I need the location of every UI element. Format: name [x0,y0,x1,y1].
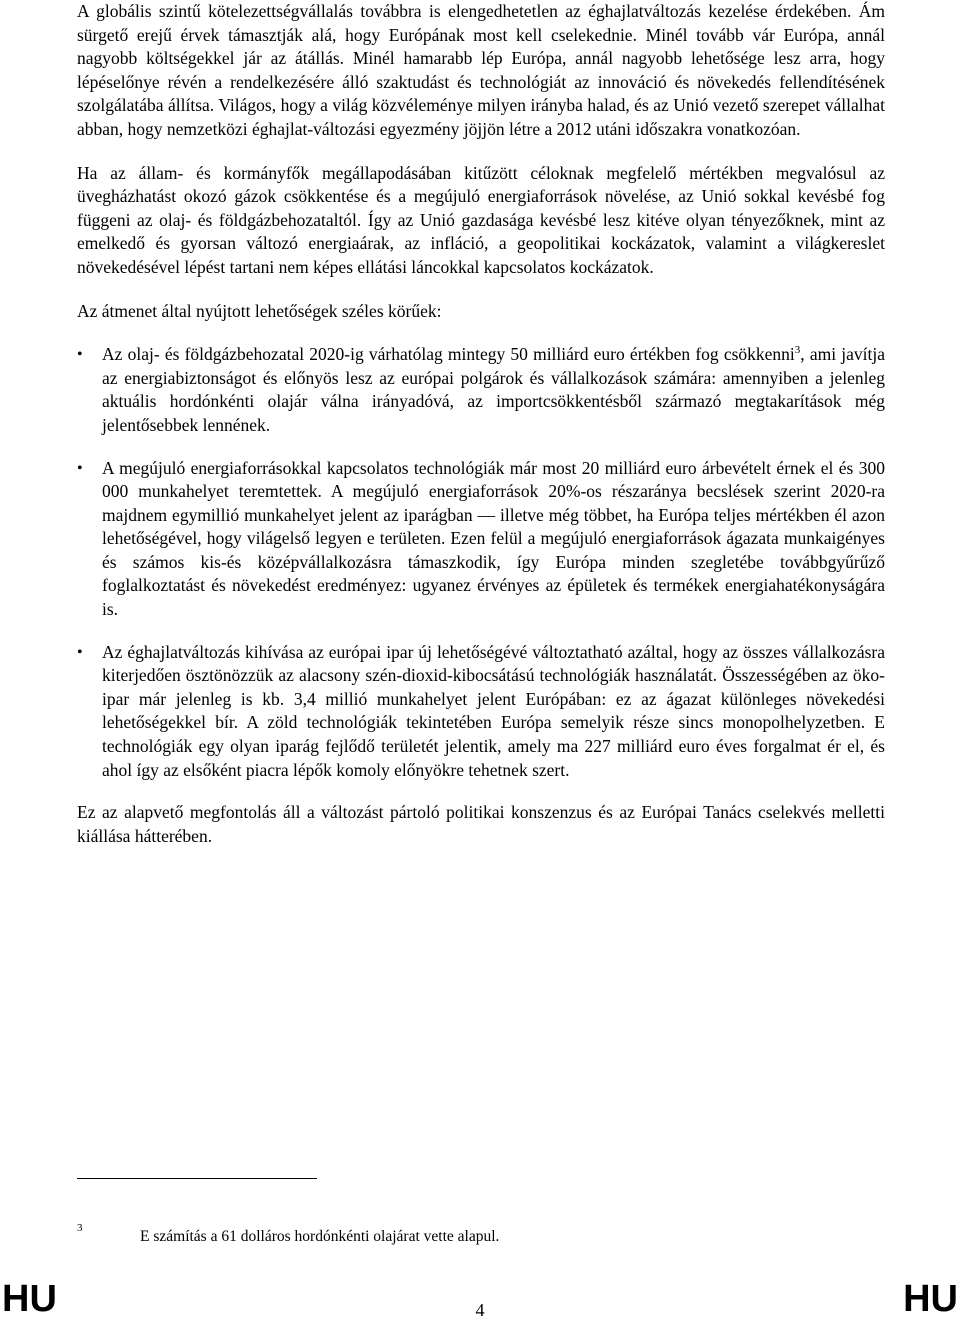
paragraph-energy-dependence: Ha az állam- és kormányfők megállapodásában kitűzött céloknak megfelelő mértékben megvalósul az üvegházhatást okozó gázok csökkentése és a megújuló energiaforrások növelése, az Unió sokkal kevésbé fog függeni az olaj- és földgázbehozataltól. Így az Unió gazdasága kevésbé lesz kitéve olyan tényezőknek, mint az emelkedő és gyorsan változó energiaárak, az infláció, a geopolitikai kockázatok, valamint a világkereslet növekedésével lépést tartani nem képes ellátási láncokkal kapcsolatos kockázatok. [77,162,885,277]
page-number: 4 [475,1300,485,1320]
paragraph-global-commitment: A globális szintű kötelezettségvállalás továbbra is elengedhetetlen az éghajlatváltozás kezelése érdekében. Ám sürgető erejű érvek támasztják alá, hogy Európának most kell cselekednie. Minél tovább vár Európa, annál nagyobb költségekkel jár az átállás. Minél hamarabb lép Európa, annál nagyobb lehetősége lesz arra, hogy lépéselőnye révén a rendelkezésére álló szaktudást és technológiát az innováció és növekedés fellendítésének szolgálatába állítsa. Világos, hogy a világ közvéleménye milyen irányba halad, és az Unió vezető szerepet vállalhat abban, hogy nemzetközi éghajlat-változási egyezmény jöjjön létre a 2012 utáni időszakra vonatkozóan. [77,1,885,139]
list-item-text-continued: , ami javítja az energiabiztonságot és előnyös lesz az európai polgárok és vállalkozások számára: amennyiben a jelenleg aktuális hordónkénti olajár válna irányadóvá, az importcsökkentésből származó megtakarítások még jelentősebbek lennének. [102,344,885,435]
footnote-number: 3 [77,1222,83,1234]
paragraph-opportunities-lead: Az átmenet által nyújtott lehetőségek széles körűek: [77,300,442,321]
document-body [77,0,885,868]
footnote-text: E számítás a 61 dolláros hordónkénti olajárat vette alapul. [140,1228,500,1245]
bullet-icon: • [77,346,83,364]
list-item-eco-industry [77,641,885,783]
language-code-left: HU [2,1278,57,1320]
language-code-right: HU [903,1278,958,1320]
list-item-renewable-jobs [77,457,885,622]
paragraph-closing: Ez az alapvető megfontolás áll a változást pártoló politikai konszenzus és az Európai Tanács cselekvés melletti kiállása hátterében. [77,802,885,846]
bullet-icon: • [77,459,83,477]
list-item-oil-gas-imports [77,343,885,437]
list-item-text: Az éghajlatváltozás kihívása az európai ipar új lehetőségévé változtatható azáltal, hogy az összes vállalkozásra kiterjedően ösztönözzük az alacsony szén-dioxid-kibocsátású technológiák használatát. Összességében az öko-ipar már jelenleg is kb. 3,4 millió munkahelyet jelent Európában: ez az ágazat különleges növekedési lehetőségekkel bír. A zöld technológiák tekintetében Európa semelyik része sincs monopolhelyzetben. E technológiák egy olyan iparág fejlődő területét jelentik, amely ma 227 milliárd euro éves forgalmat ér el, és ahol így az elsőként piacra lépők komoly előnyökre tehetnek szert. [102,641,885,780]
list-item-text: Az olaj- és földgázbehozatal 2020-ig várhatólag mintegy 50 milliárd euro értékben fog csökkenni [102,344,795,365]
footnote-reference[interactable]: 3 [794,344,801,357]
opportunities-list [77,343,885,782]
list-item-text: A megújuló energiaforrásokkal kapcsolatos technológiák már most 20 milliárd euro árbevételt érnek el és 300 000 munkahelyet teremtettek. A megújuló energiaforrások 20%-os részaránya becslések szerint 2020-ra majdnem egymillió munkahelyet jelent az iparágban ― illetve még többet, ha Európa teljes mértékben él azon lehetőségével, hogy világelső legyen e területen. Ezen felül a megújuló energiaforrások ágazata munkaigényes és számos kis-és középvállalkozásra támaszkodik, így Európa minden szegletébe továbbgyűrűző foglalkoztatást és növekedést eredményez: ugyanez érvényes az épületek és termékek energiahatékonyságára is. [102,457,885,620]
bullet-icon: • [77,643,83,661]
footnote-separator [77,1178,317,1179]
